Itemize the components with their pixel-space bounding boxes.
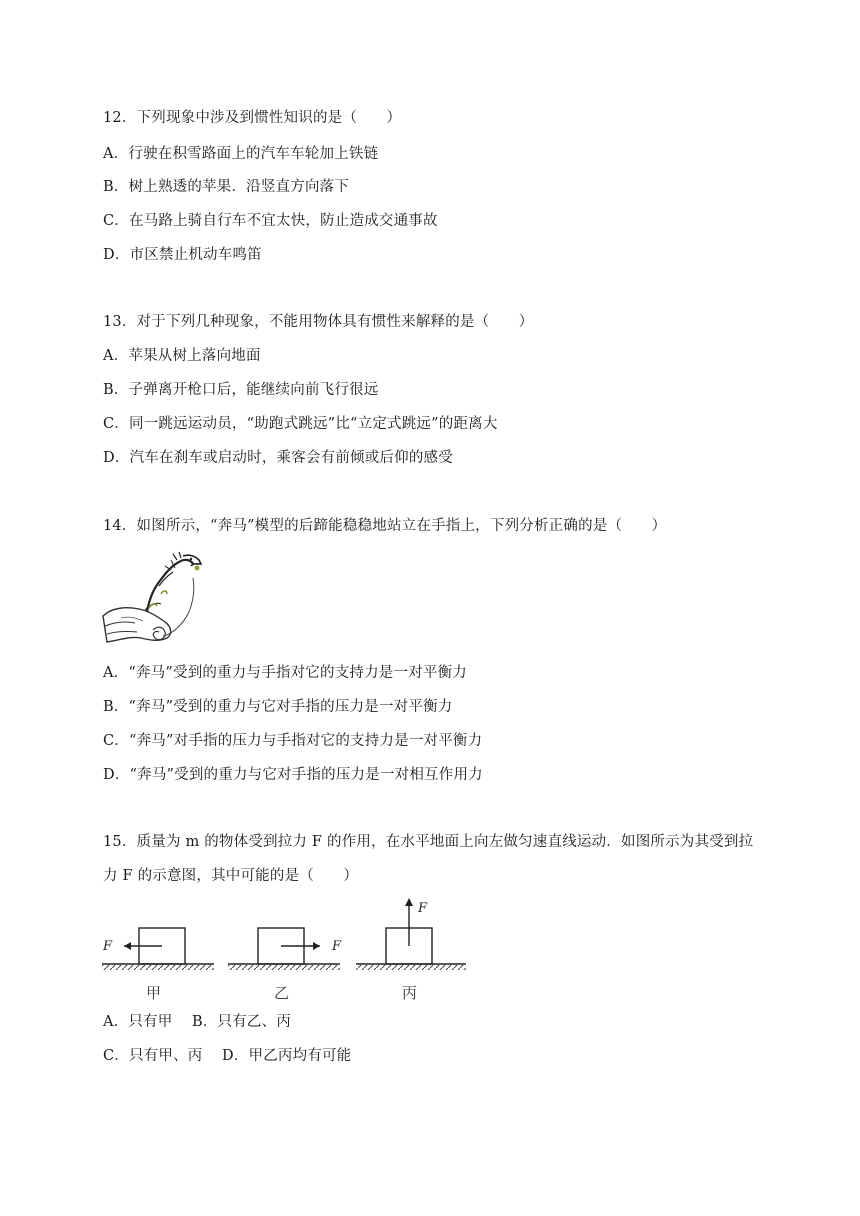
question-15-stem-line-1: 15．质量为 m 的物体受到拉力 F 的作用，在水平地面上向左做匀速直线运动．如图所示为其受到拉 (103, 834, 754, 850)
question-14-option-d: D．“奔马”受到的重力与它对手指的压力是一对相互作用力 (103, 767, 483, 783)
panel-jia (102, 928, 214, 1002)
force-label-yi: F (332, 939, 342, 954)
question-14-option-b: B．“奔马”受到的重力与它对手指的压力是一对平衡力 (103, 699, 453, 715)
question-12-option-d: D．市区禁止机动车鸣笛 (103, 247, 262, 263)
horse-on-finger-figure (101, 546, 207, 650)
question-13-stem: 13．对于下列几种现象，不能用物体具有惯性来解释的是（ ） (103, 314, 534, 330)
question-13-option-b: B．子弹离开枪口后，能继续向前飞行很远 (103, 382, 379, 398)
panel-yi (228, 928, 342, 1002)
question-13-option-c: C．同一跳远运动员，“助跑式跳远”比“立定式跳远”的距离大 (103, 416, 498, 432)
question-12-option-c: C．在马路上骑自行车不宜太快，防止造成交通事故 (103, 213, 438, 229)
question-12-stem: 12．下列现象中涉及到惯性知识的是（ ） (103, 110, 402, 126)
panel-bing (356, 898, 466, 1002)
question-13-option-d: D．汽车在刹车或启动时，乘客会有前倾或后仰的感受 (103, 450, 453, 466)
question-14-option-c: C．“奔马”对手指的压力与手指对它的支持力是一对平衡力 (103, 733, 483, 749)
force-label-jia: F (103, 939, 113, 954)
question-14-stem: 14．如图所示，“奔马”模型的后蹄能稳稳地站立在手指上，下列分析正确的是（ ） (103, 518, 667, 534)
question-15-options-cd: C．只有甲、丙 D．甲乙丙均有可能 (103, 1048, 352, 1064)
caption-bing: 丙 (402, 984, 418, 1002)
caption-jia: 甲 (146, 984, 162, 1002)
force-diagram-figure (100, 890, 468, 1004)
force-label-bing: F (418, 901, 428, 916)
question-14-option-a: A．“奔马”受到的重力与手指对它的支持力是一对平衡力 (103, 665, 467, 681)
question-12-option-a: A．行驶在积雪路面上的汽车车轮加上铁链 (103, 146, 379, 162)
question-12-option-b: B．树上熟透的苹果．沿竖直方向落下 (103, 179, 350, 195)
question-15-stem-line-2: 力 F 的示意图，其中可能的是（ ） (103, 868, 359, 884)
question-15-options-ab: A．只有甲 B．只有乙、丙 (103, 1014, 292, 1030)
caption-yi: 乙 (274, 984, 290, 1002)
question-13-option-a: A．苹果从树上落向地面 (103, 348, 261, 364)
